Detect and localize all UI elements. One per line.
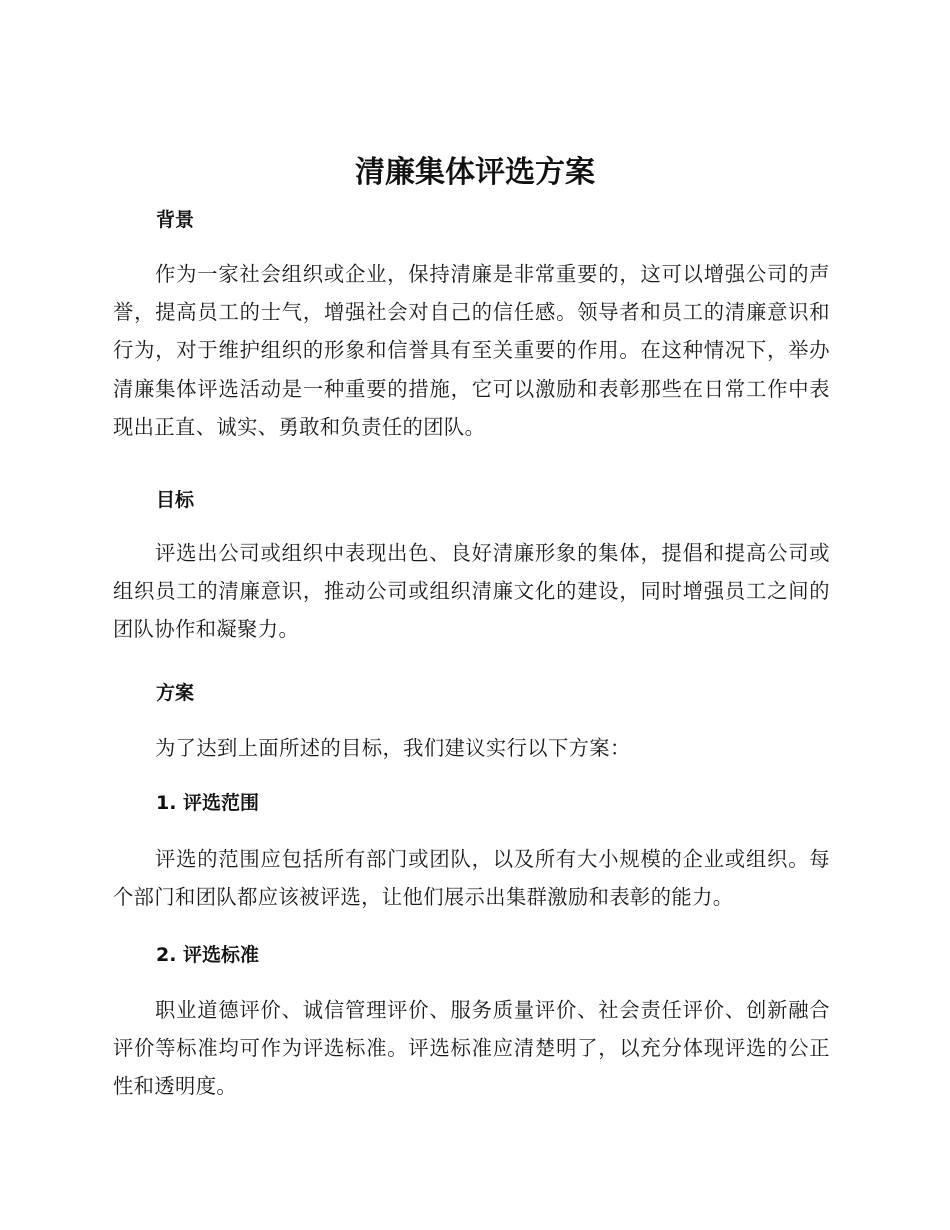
section-heading-goal: 目标 xyxy=(156,489,195,511)
paragraph-plan-intro: 为了达到上面所述的目标，我们建议实行以下方案： xyxy=(155,736,631,760)
paragraph-criteria: 职业道德评价、诚信管理评价、服务质量评价、社会责任评价、创新融合评价等标准均可作为评选标准。评选标准应清楚明了，以充分体现评选的公正性和透明度。 xyxy=(113,998,830,1099)
subheading-criteria: 2. 评选标准 xyxy=(156,944,260,966)
subheading-scope: 1. 评选范围 xyxy=(156,792,260,814)
paragraph-scope: 评选的范围应包括所有部门或团队，以及所有大小规模的企业或组织。每个部门和团队都应该被评选，让他们展示出集群激励和表彰的能力。 xyxy=(113,847,830,910)
document-title: 清廉集体评选方案 xyxy=(355,155,595,190)
paragraph-goal: 评选出公司或组织中表现出色、良好清廉形象的集体，提倡和提高公司或组织员工的清廉意识，推动公司或组织清廉文化的建设，同时增强员工之间的团队协作和凝聚力。 xyxy=(113,541,830,642)
section-heading-plan: 方案 xyxy=(156,682,195,704)
paragraph-background: 作为一家社会组织或企业，保持清廉是非常重要的，这可以增强公司的声誉，提高员工的士气，增强社会对自己的信任感。领导者和员工的清廉意识和行为，对于维护组织的形象和信誉具有至关重要的作用。在这种情况下，举办清廉集体评选活动是一种重要的措施，它可以激励和表彰那些在日常工作中表现出正直、诚实、勇敢和负责任的团队。 xyxy=(113,262,830,439)
section-heading-background: 背景 xyxy=(156,209,195,231)
